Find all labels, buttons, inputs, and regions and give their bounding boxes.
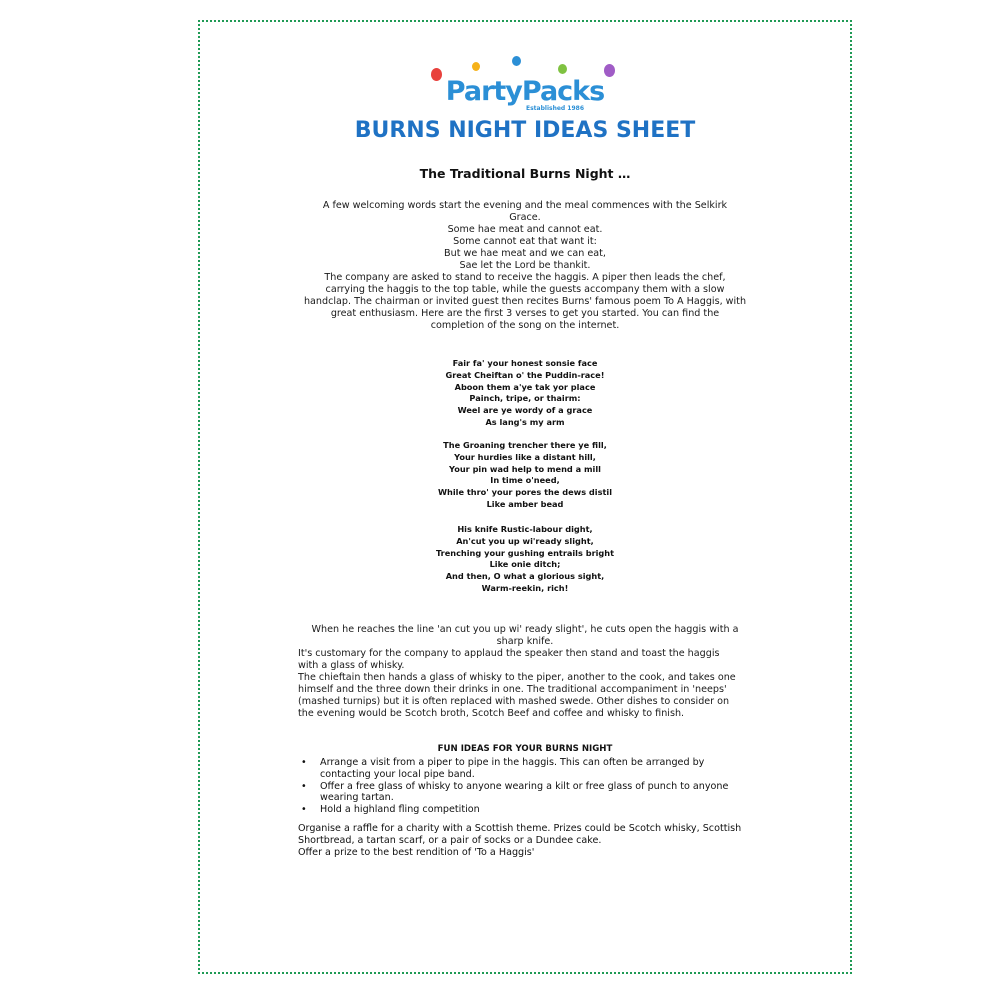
text-line: handclap. The chairman or invited guest then recites Burns' famous poem To A Haggis, with	[303, 296, 747, 307]
text-line: (mashed turnips) but it is often replaced with mashed swede. Other dishes to consider on	[298, 696, 730, 707]
verse-line: And then, O what a glorious sight,	[445, 571, 605, 582]
text-line: Arrange a visit from a piper to pipe in the haggis. This can often be arranged by	[320, 757, 705, 768]
text-line: carrying the haggis to the top table, while the guests accompany them with a slow	[325, 284, 725, 295]
text-line: When he reaches the line 'an cut you up wi' ready slight', he cuts open the haggis with a	[311, 624, 739, 635]
verse-line: Warm-reekin, rich!	[481, 582, 569, 593]
verse-line: Like amber bead	[486, 498, 564, 509]
verse-line: Your hurdies like a distant hill,	[454, 451, 596, 462]
text-line: The company are asked to stand to receive the haggis. A piper then leads the chef,	[324, 272, 726, 283]
text-line: It's customary for the company to applaud the speaker then stand and toast the haggis	[298, 648, 720, 659]
text-line: Grace.	[509, 212, 541, 223]
logo-tagline: Established 1986	[526, 105, 584, 112]
verse-line: An'cut you up wi'ready slight,	[456, 535, 594, 546]
verse-line: Aboon them a'ye tak yor place	[454, 381, 596, 392]
verse-line: While thro' your pores the dews distil	[437, 487, 613, 498]
list-item	[298, 757, 778, 781]
text-line: the evening would be Scotch broth, Scotch Beef and coffee and whisky to finish.	[298, 708, 685, 719]
text-line: Offer a free glass of whisky to anyone wearing a kilt or free glass of punch to anyone	[320, 780, 729, 792]
text-line: A few welcoming words start the evening and the meal commences with the Selkirk	[322, 200, 728, 211]
text-line: But we hae meat and we can eat,	[444, 248, 606, 259]
logo-wordmark	[446, 76, 604, 107]
intro-paragraph	[240, 200, 810, 272]
red-balloon-icon	[431, 68, 442, 81]
text-line: wearing tartan.	[320, 792, 394, 804]
list-item	[298, 804, 778, 816]
green-balloon-icon	[558, 64, 567, 74]
text-line: completion of the song on the internet.	[430, 320, 620, 331]
toast-paragraph	[298, 648, 798, 720]
closing-paragraph	[298, 823, 798, 858]
partypacks-logo	[200, 60, 850, 120]
cutting-paragraph	[230, 624, 820, 648]
verse-line: As lang's my arm	[485, 416, 565, 427]
ideas-sheet	[198, 20, 852, 974]
text-line: Hold a highland fling competition	[320, 804, 480, 816]
bullet-icon: •	[301, 804, 307, 816]
logo-text: PartyPacks	[445, 76, 605, 107]
text-line: Shortbread, a tartan scarf, or a pair of socks or a Dundee cake.	[298, 834, 602, 846]
verse-3	[200, 524, 850, 595]
verse-1	[200, 358, 850, 429]
text-line: with a glass of whisky.	[298, 660, 405, 671]
text-line: Some hae meat and cannot eat.	[447, 224, 603, 235]
verse-2	[200, 440, 850, 511]
fun-ideas-list	[298, 757, 778, 816]
text-line: Sae let the Lord be thankit.	[459, 260, 591, 271]
fun-ideas-heading: FUN IDEAS FOR YOUR BURNS NIGHT	[437, 744, 613, 754]
section-subtitle: The Traditional Burns Night …	[419, 166, 631, 181]
text-line: Some cannot eat that want it:	[453, 236, 597, 247]
yellow-balloon-icon	[472, 62, 480, 71]
bullet-icon: •	[301, 780, 307, 792]
verse-line: Weel are ye wordy of a grace	[457, 405, 593, 416]
verse-line: Great Cheiftan o' the Puddin-race!	[445, 369, 605, 380]
verse-line: In time o'need,	[490, 475, 560, 486]
purple-balloon-icon	[604, 64, 615, 77]
verse-line: Your pin wad help to mend a mill	[449, 463, 601, 474]
text-line: Offer a prize to the best rendition of 'To a Haggis'	[298, 846, 535, 858]
text-line: contacting your local pipe band.	[320, 768, 475, 780]
verse-line: Painch, tripe, or thairm:	[469, 393, 581, 404]
text-line: Organise a raffle for a charity with a Scottish theme. Prizes could be Scotch whisky, Scottish	[298, 823, 742, 834]
verse-line: The Groaning trencher there ye fill,	[443, 440, 607, 450]
blue-balloon-icon	[512, 56, 521, 66]
text-line: sharp knife.	[496, 636, 554, 647]
text-line: himself and the three down their drinks in one. The traditional accompaniment in 'neeps'	[298, 684, 727, 695]
verse-line: Fair fa' your honest sonsie face	[452, 358, 598, 368]
verse-line: His knife Rustic-labour dight,	[457, 524, 593, 534]
bullet-icon: •	[301, 757, 307, 768]
verse-line: Trenching your gushing entrails bright	[435, 547, 615, 558]
haggis-paragraph	[230, 272, 820, 332]
page-title: BURNS NIGHT IDEAS SHEET	[354, 118, 696, 143]
text-line: The chieftain then hands a glass of whisky to the piper, another to the cook, and takes one	[298, 672, 736, 683]
verse-line: Like onie ditch;	[489, 559, 561, 570]
list-item	[298, 781, 778, 805]
text-line: great enthusiasm. Here are the first 3 verses to get you started. You can find the	[330, 308, 720, 319]
